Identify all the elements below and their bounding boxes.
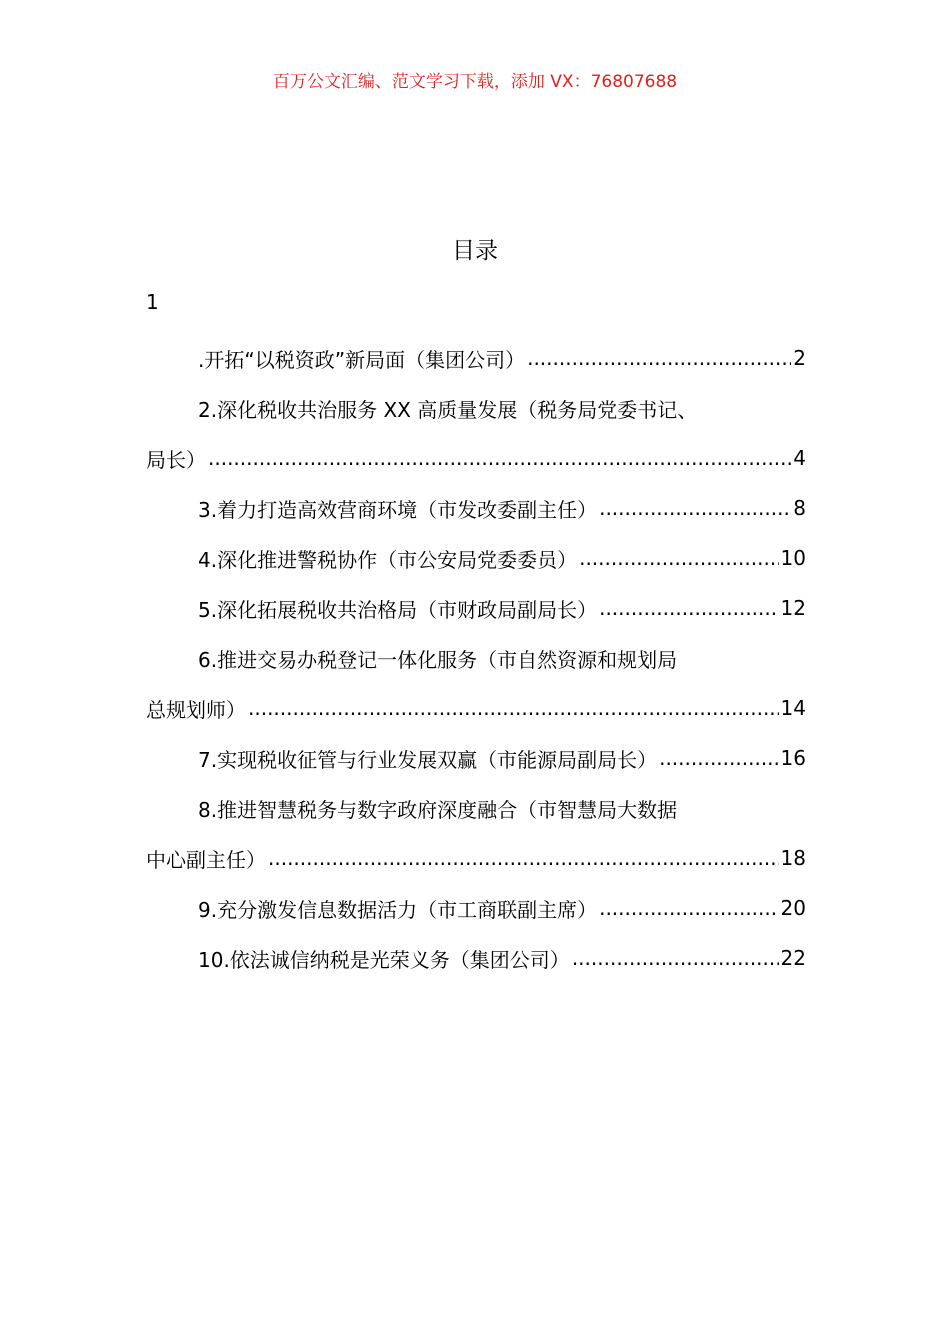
toc-leader-dots	[208, 446, 791, 470]
toc-entry-page: 16	[780, 746, 806, 770]
toc-entry-page: 18	[780, 846, 806, 870]
toc-leader-dots	[268, 846, 779, 870]
toc-entry-page: 8	[793, 496, 806, 520]
toc-entry[interactable]	[146, 633, 806, 683]
toc-entry[interactable]	[146, 383, 806, 433]
toc-entry[interactable]	[146, 733, 806, 783]
toc-entry-title: 2.深化税收共治服务 XX 高质量发展（税务局党委书记、	[198, 397, 698, 422]
toc-leader-dots	[599, 596, 778, 620]
toc-entry-continuation[interactable]	[146, 683, 806, 733]
toc-number-1: 1	[146, 290, 159, 314]
toc-entry-title: 4.深化推进警税协作（市公安局党委委员）	[198, 547, 578, 572]
toc-entry-page: 22	[780, 946, 806, 970]
toc-entry-page: 10	[780, 546, 806, 570]
toc-entry-page: 14	[780, 696, 806, 720]
toc-entry-title: 中心副主任）	[146, 847, 266, 872]
page-title: 目录	[452, 238, 498, 264]
toc-entry-title: 8.推进智慧税务与数字政府深度融合（市智慧局大数据	[198, 797, 678, 822]
toc-entry-title: 9.充分激发信息数据活力（市工商联副主席）	[198, 897, 598, 922]
toc-leader-dots	[659, 746, 778, 770]
toc-entry[interactable]	[146, 933, 806, 983]
watermark-header: 百万公文汇编、范文学习下载，添加 VX：76807688	[272, 72, 678, 92]
toc-entry-title: 3.着力打造高效营商环境（市发改委副主任）	[198, 497, 598, 522]
toc-entry-title: 7.实现税收征管与行业发展双赢（市能源局副局长）	[198, 747, 658, 772]
toc-entry[interactable]	[146, 783, 806, 833]
toc-entry-title: .开拓“以税资政”新局面（集团公司）	[198, 347, 526, 372]
toc-entry-title: 6.推进交易办税登记一体化服务（市自然资源和规划局	[198, 647, 678, 672]
toc-leader-dots	[527, 346, 791, 370]
toc-entry[interactable]	[146, 483, 806, 533]
toc-leader-dots	[579, 546, 778, 570]
toc-entry[interactable]	[146, 333, 806, 383]
toc-entry-continuation[interactable]	[146, 433, 806, 483]
toc-entry[interactable]	[146, 533, 806, 583]
toc-entry-continuation[interactable]	[146, 833, 806, 883]
toc-entry[interactable]	[146, 583, 806, 633]
toc-leader-dots	[599, 496, 791, 520]
toc-entry-title: 总规划师）	[146, 697, 246, 722]
table-of-contents	[146, 333, 806, 983]
toc-entry-title: 5.深化拓展税收共治格局（市财政局副局长）	[198, 597, 598, 622]
toc-entry-page: 2	[793, 346, 806, 370]
toc-entry[interactable]	[146, 883, 806, 933]
toc-leader-dots	[572, 946, 779, 970]
toc-entry-page: 20	[780, 896, 806, 920]
toc-entry-page: 4	[793, 446, 806, 470]
toc-entry-title: 10.依法诚信纳税是光荣义务（集团公司）	[198, 947, 570, 972]
toc-leader-dots	[248, 696, 779, 720]
toc-leader-dots	[599, 896, 778, 920]
toc-entry-title: 局长）	[146, 447, 206, 472]
toc-entry-page: 12	[780, 596, 806, 620]
